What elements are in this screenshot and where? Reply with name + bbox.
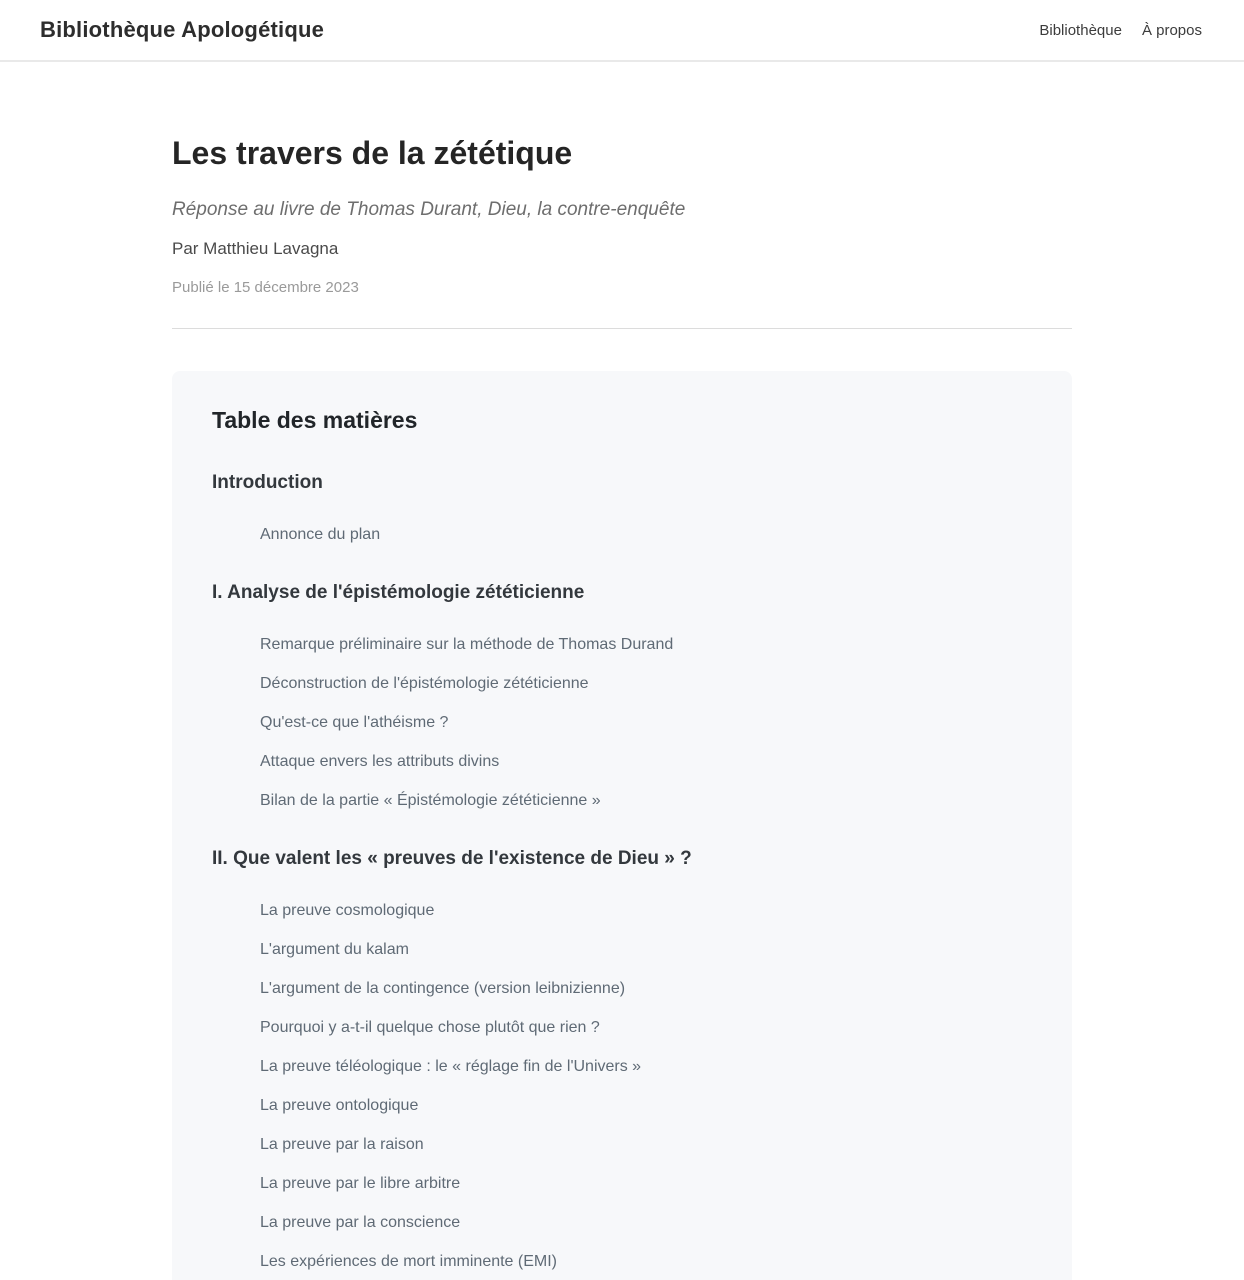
toc-section-heading[interactable]: Introduction bbox=[212, 472, 323, 493]
nav-link-a-propos[interactable]: À propos bbox=[1141, 21, 1202, 39]
article bbox=[172, 134, 1072, 1280]
article-published-date: Publié le 15 décembre 2023 bbox=[172, 279, 359, 296]
toc-item-link[interactable]: Attaque envers les attributs divins bbox=[260, 753, 500, 770]
site-brand[interactable]: Bibliothèque Apologétique bbox=[40, 17, 325, 42]
toc-item-link[interactable]: L'argument de la contingence (version leibnizienne) bbox=[260, 980, 626, 997]
toc-item-link[interactable]: La preuve par le libre arbitre bbox=[260, 1175, 461, 1192]
article-subtitle: Réponse au livre de Thomas Durant, Dieu, la contre-enquête bbox=[172, 199, 686, 220]
toc-section bbox=[212, 580, 1032, 812]
toc-item-link[interactable]: Bilan de la partie « Épistémologie zététicienne » bbox=[260, 792, 601, 809]
toc-item-list bbox=[212, 900, 1032, 1273]
toc-section bbox=[212, 470, 1032, 546]
toc-item-list bbox=[212, 524, 1032, 546]
toc-item-link[interactable]: Qu'est-ce que l'athéisme ? bbox=[260, 714, 449, 731]
main-nav bbox=[1039, 22, 1202, 39]
page-title: Les travers de la zététique bbox=[172, 135, 573, 171]
divider bbox=[172, 328, 1072, 329]
toc-item-link[interactable]: Remarque préliminaire sur la méthode de Thomas Durand bbox=[260, 636, 674, 653]
toc-item-link[interactable]: Pourquoi y a-t-il quelque chose plutôt que rien ? bbox=[260, 1019, 600, 1036]
toc-sections bbox=[212, 470, 1032, 1273]
toc-item-list bbox=[212, 634, 1032, 812]
toc-item-link[interactable]: La preuve cosmologique bbox=[260, 902, 435, 919]
toc-item-link[interactable]: La preuve ontologique bbox=[260, 1097, 419, 1114]
toc-item-link[interactable]: La preuve par la conscience bbox=[260, 1214, 461, 1231]
site-header bbox=[0, 0, 1244, 62]
toc-item-link[interactable]: Annonce du plan bbox=[260, 526, 381, 543]
toc-item-link[interactable]: La preuve téléologique : le « réglage fin de l'Univers » bbox=[260, 1058, 642, 1075]
toc-section-heading[interactable]: II. Que valent les « preuves de l'existence de Dieu » ? bbox=[212, 848, 692, 869]
toc-title: Table des matières bbox=[212, 407, 418, 433]
table-of-contents-card bbox=[172, 371, 1072, 1280]
toc-section-heading[interactable]: I. Analyse de l'épistémologie zététicienne bbox=[212, 582, 585, 603]
toc-item-link[interactable]: L'argument du kalam bbox=[260, 941, 409, 958]
toc-section bbox=[212, 846, 1032, 1273]
toc-item-link[interactable]: Les expériences de mort imminente (EMI) bbox=[260, 1253, 557, 1270]
nav-link-bibliotheque[interactable]: Bibliothèque bbox=[1039, 21, 1122, 39]
toc-item-link[interactable]: La preuve par la raison bbox=[260, 1136, 424, 1153]
article-byline: Par Matthieu Lavagna bbox=[172, 239, 339, 258]
toc-item-link[interactable]: Déconstruction de l'épistémologie zététicienne bbox=[260, 675, 589, 692]
